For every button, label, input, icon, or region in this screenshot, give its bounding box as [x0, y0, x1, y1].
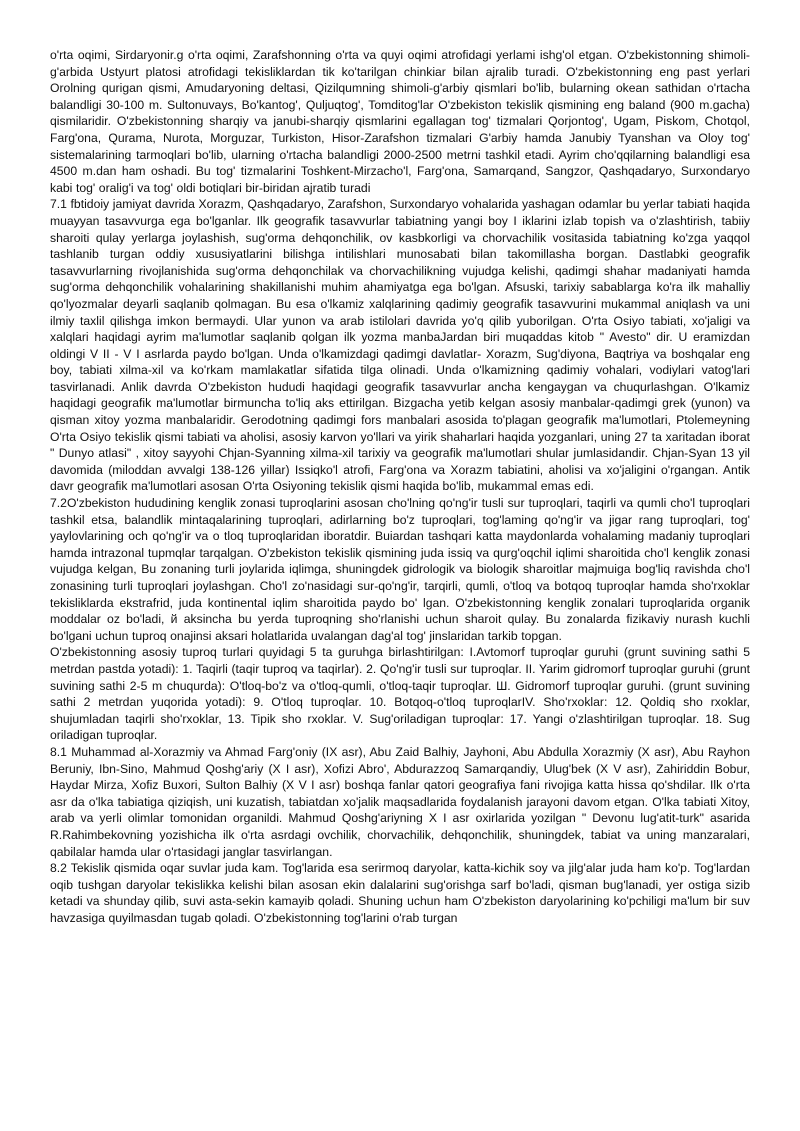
- paragraph-7-1-ancient-geography: 7.1 fbtidoiy jamiyat davrida Xorazm, Qashqadaryo, Zarafshon, Surxondaryo vohalarida yashagan odamlar bu yerlar tabiati haqida muayyan tasavvurga ega bo'lganlar. Ilk geografik tasavvurlar tabiatning yangi boy I iklarini izlab topish va o'zlashtirish, tabiiy sharoiti qulay yerlarga joylashish, sug'orma dehqonchilik, ov kasbkorligi va chorvachilik vositasida tabiatning ko'zga yaqqol tashlanib turgan oddiy xususiyatlarini bilishga intilishlari munosabati bilan takomillasha borgan. Dastlabki geografik tasavvurlarning rivojlanishida sug'orma dehqonchilak va chorvachilikning vujudga kelishi, qadimgi shahar madaniyati hamda sug'orma dehqonchilik vohalarining shakillanishi muhim ahamiyatga ega bo'lgan. Afsuski, tarixiy sabablarga ko'ra ilk mahalliy qo'lyozmalar deyarli saqlanib qolmagan. Bu esa o'lkamiz xalqlarining qadimiy geografik tasavvurini mukammal aniqlash va uni ilmiy taxlil qilishga imkon bermaydi. Ular yunon va arab istilolari davrida yo'q qilib yuborilgan. O'rta Osiyo tabiati, xo'jaligi va xalqlari haqidagi ayrim ma'lumotlar saqlanib qolgan ilk yozma manbaJardan biri muqaddas kitob " Avesto" dir. U eramizdan oldingi V II - V I asrlarda paydo bo'lgan. Unda o'lkamizdagi qadimgi davlatlar- Xorazm, Sug'diyona, Baqtriya va boshqalar eng boy, tabiati xilma-xil va ko'rkam mamlakatlar sifatida tilga olinadi. Unda o'lkamizning qadimiy vohalari, vodiylari vatog'lari tasvirlanadi. Anlik davrda O'zbekiston hududi haqidagi geografik tasavvurlar ancha kengaygan va chuqurlashgan. O'lkamiz haqidagi geografik ma'lumotlar birmuncha to'liq aks ettirilgan. Bizgacha yetib kelgan asosiy manbalar-qadimgi grek (yunon) va qisman xitoy yozma manbalaridir. Gerodotning qadimgi fors manbalari asosida to'plagan geografik ma'lumotlari, Ptolemeyning O'rta Osiyo tekislik qismi tabiati va aholisi, asosiy karvon yo'llari va yirik shaharlari haqida yozganlari, uning 27 ta xaritadan iborat " Dunyo atlasi" , xitoy sayyohi Chjan-Syanning xilma-xil tarixiy va geografik ma'lumotlari shular jumlasidandir. Chjan-Syan 13 yil davomida (miloddan avvalgi 138-126 yillar) Issiqko'l atrofi, Farg'ona va Xorazm tabiatini, aholisi va xo'jaligini o'rgangan. Antik davr geografik ma'lumotlari asosan O'rta Osiyoning tekislik qismi haqida bo'lib, mukammal emas edi.: [50, 197, 750, 494]
- paragraph-8-2-rivers: 8.2 Tekislik qismida oqar suvlar juda kam. Tog'larida esa serirmoq daryolar, katta-kichik soy va jilg'alar juda ham ko'p. Tog'lardan oqib tushgan daryolar tekislikka kelishi bilan asosan ekin dalalarini sug'orishga sarf bo'ladi, qisman bug'lanadi, yer ostiga sizib ketadi va shunday qilib, suvi asta-sekin kamayib qoladi. Shuning uchun ham O'zbekiston daryolarining ko'pchiligi ma'lum bir suv havzasiga quyilmasdan tugab qoladi. O'zbekistonning tog'larini o'rab turgan: [50, 861, 750, 925]
- paragraph-soil-groups: O'zbekistonning asosiy tuproq turlari quyidagi 5 ta guruhga birlashtirilgan: I.Avtomorf tuproqlar guruhi (grunt suvining sathi 5 metrdan pastda yotadi): 1. Taqirli (taqir tuproq va taqirlar). 2. Qo'ng'ir tusli sur tuproqlar. II. Yarim gidromorf tuproqlar guruhi (grunt suvining sathi 2-5 m chuqurda): O'tloq-bo'z va o'tloq-qumli, o'tloq-taqir tuproqlar. Ш. Gidromorf tuproqlar guruhi. (grunt suvining sathi 2 metrdan yuqorida yotadi): 9. O'tloq tuproqlar. 10. Botqoq-o'tloq tuproqlarIV. Sho'rxoklar: 12. Qoldiq sho rxoklar, shujumladan taqirli sho'rxoklar, 13. Tipik sho rxoklar. V. Sug'oriladigan tuproqlar: 17. Yangi o'zlashtirilgan tuproqlar. 18. Sug oriladigan tuproqlar.: [50, 645, 750, 743]
- paragraph-relief: o'rta oqimi, Sirdaryonir.g o'rta oqimi, Zarafshonning o'rta va quyi oqimi atrofidagi yerlami ishg'ol etgan. O'zbekistonning shimoli-g'arbida Ustyurt platosi atrofidagi tekisliklardan tik ko'tarilgan chinkiar bilan ajralib turadi. O'zbekistonning eng past yerlari Orolning qurigan qismi, Amudaryoning deltasi, Qizilqumning shimoli-g'arbiy qismlari bo'lib, bularning okean sathidan o'rtacha balandligi 30-100 m. Sultonuvays, Bo'kantog', Quljuqtog', Tomditog'lar O'zbekiston tekislik qismining eng baland (900 m.gacha) qismilaridir. O'zbekistonning sharqiy va janubi-sharqiy qismlarini egallagan tog' tizmalari Qorjontog', Ugam, Piskom, Chotqol, Farg'ona, Qurama, Nurota, Morguzar, Turkiston, Hisor-Zarafshon tizmalari G'arbiy hamda Janubiy Tyanshan va Oloy tog' sistemalarining tarmoqlari bo'lib, ularning o'rtacha balandligi 2000-2500 metrni tashkil etadi. Ayrim cho'qqilarning balandligi esa 4500 m.dan ham oshadi. Bu tog' tizmalarini Toshkent-Mirzacho'l, Farg'ona, Samarqand, Sangzor, Qashqadaryo, Surxondaryo kabi tog' oralig'i va tog' oldi botiqlari bir-biridan ajratib turadi: [50, 48, 750, 195]
- paragraph-7-2-soil-zones: 7.2O'zbekiston hududining kenglik zonasi tuproqlarini asosan cho'lning qo'ng'ir tusli sur tuproqlari, taqirli va qumli cho'l tuproqlari tashkil etsa, balandlik mintaqalarining tuproqlari, adirlarning bo'z tuproqlari, tog'laming qo'ng'ir va jigar rang tuproqlari, tog' yaylovlarining och qo'ng'ir va o tloq tuproqlaridan iboratdir. Buiardan tashqari katta maydonlarda vohalaming madaniy tuproqlari hamda intrazonal tupmqlar tarqalgan. O'zbekiston tekislik qismining juda issiq va qurg'oqchil iqlimi sharoitida cho'l kenglik zonasi vujudga kelgan, Bu zonaning turli joylarida iqlimga, shuningdek gidrologik va biologik sharoitlar majmuiga bog'liq ravishda cho'l zonasining turli tuproqlari joylashgan. Cho'l zo'nasidagi sur-qo'ng'ir, tarqirli, qumli, o'tloq va botqoq tuproqlar hamda sho'rxoklar tekisliklarda ekstrafrid, juda kontinental iqlim sharoitida paydo bo' lgan. O'zbekistonning kenglik zonalari tuproqlarida organik moddalar oz bo'ladi, й aksincha bu yerda tuproqning sho'rlanishi uchun sharoit qulay. Bu zonalarda fizikaviy nurash kuchli bo'lgani uchun tuproq onajinsi aksari holatlarida uvalangan dag'al tog' jinslaridan tarkib topgan.: [50, 496, 750, 643]
- paragraph-8-1-medieval-scholars: 8.1 Muhammad al-Xorazmiy va Ahmad Farg'oniy (IX asr), Abu Zaid Balhiy, Jayhoni, Abu Abdulla Xorazmiy (X asr), Abu Rayhon Beruniy, Ibn-Sino, Mahmud Qoshg'ariy (X I asr), Xofizi Abro', Abdurazzoq Samarqandiy, Ulug'bek (X V asr), Zahiriddin Bobur, Haydar Mirza, Xofiz Buxori, Sulton Balhiy (X V I asr) boshqa fanlar qatori geografiya fani rivojiga katta hissa qo'shdilar. Ilk o'rta asr da o'lka tabiatiga qiziqish, uni kuzatish, tabiatdan xo'jalik maqsadlarida foydalanish jarayoni davom etgan. O'lka tabiati Xitoy, arab va yerli olimlar tomonidan organildi. Mahmud Qoshg'ariyning X I asr oxirlarida yozilgan " Devonu lug'atit-turk" asarida R.Rahimbekovning yozishicha ilk o'rta asrdagi ovchilik, chorvachilik, dehqonchilik, shuningdek, tabiat va uning manzaralari, qabilalar hamda ular o'rtasidagi janglar tasvirlangan.: [50, 744, 750, 859]
